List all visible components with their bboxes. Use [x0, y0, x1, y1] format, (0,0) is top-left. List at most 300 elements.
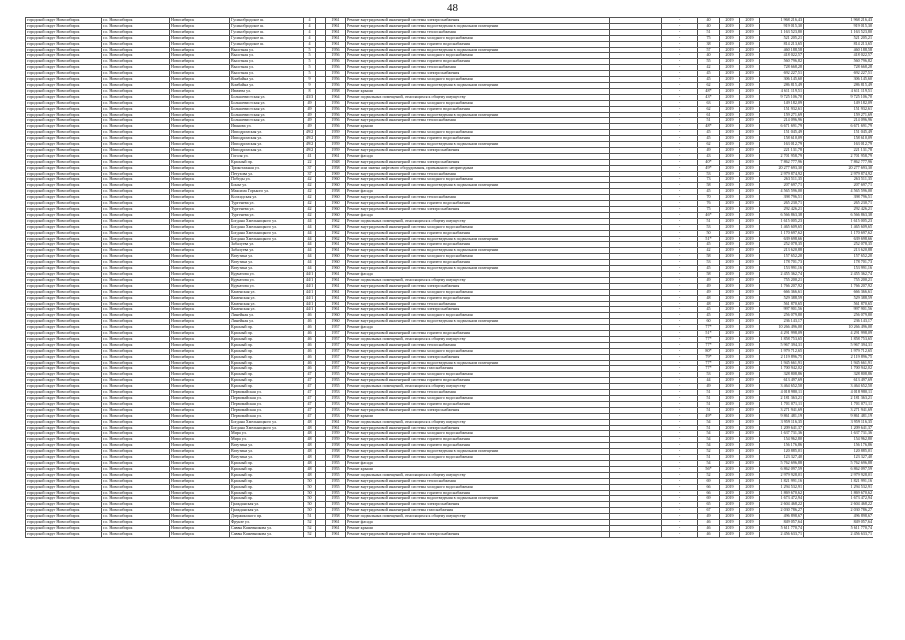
cell-house-number: 47	[304, 390, 316, 396]
cell-locality: Новосибирск	[170, 266, 230, 272]
cell-house-number: 46	[304, 354, 316, 360]
cell-municipal-district: городской округ Новосибирск	[26, 455, 102, 461]
cell-work-type: Ремонт внутридомовой инженерной системы холодного водоснабжения	[346, 254, 610, 260]
cell-work-code: -	[662, 153, 698, 159]
cell-work-type: Ремонт внутридомовой инженерной системы электроснабжения	[346, 71, 610, 77]
cell-work-type: Ремонт внутридомовой инженерной системы холодного водоснабжения	[346, 35, 610, 41]
cell-house-number: 44	[304, 260, 316, 266]
cell-municipal-district: городской округ Новосибирск	[26, 437, 102, 443]
cell-cost-fund: 755 200,21	[804, 277, 874, 283]
cell-start-year: 2019	[720, 224, 740, 230]
cell-municipal-district: городской округ Новосибирск	[26, 35, 102, 41]
cell-cost-total: 292 426,21	[760, 207, 804, 213]
cell-end-year: 2019	[740, 18, 760, 24]
cell-end-year: 2019	[740, 283, 760, 289]
cell-year-built: 1957	[326, 360, 346, 366]
cell-work-type: Ремонт внутридомовой инженерной системы горячего водоснабжения	[346, 437, 610, 443]
cell-start-year: 2019	[720, 71, 740, 77]
cell-house-number: 44	[304, 242, 316, 248]
cell-street: Большевистская ул.	[230, 118, 304, 124]
cell-house-number: 42	[304, 189, 316, 195]
cell-locality: Новосибирск	[170, 301, 230, 307]
cell-municipal-district: городской округ Новосибирск	[26, 118, 102, 124]
cell-locality: Новосибирск	[170, 136, 230, 142]
cell-work-type: Ремонт внутридомовой инженерной системы водоотведения в подвальном помещении	[346, 266, 610, 272]
cell-locality: Новосибирск	[170, 502, 230, 508]
cell-work-code: -	[662, 401, 698, 407]
cell-locality: Новосибирск	[170, 47, 230, 53]
cell-work-code: -	[662, 378, 698, 384]
cell-wear-percent: 75	[698, 35, 720, 41]
cell-street: Тургенева ул.	[230, 207, 304, 213]
cell-street: Красный пр.	[230, 472, 304, 478]
cell-municipal-district: городской округ Новосибирск	[26, 520, 102, 526]
cell-end-year: 2019	[740, 348, 760, 354]
repair-program-table	[25, 17, 873, 538]
cell-wear-percent: 45	[698, 242, 720, 248]
cell-work-type: Ремонт внутридомовой инженерной системы газоснабжения	[346, 508, 610, 514]
cell-work-type: Ремонт внутридомовой инженерной системы электроснабжения	[346, 531, 610, 537]
cell-year-built: 1961	[326, 307, 346, 313]
cell-cost-total: 755 200,21	[760, 277, 804, 283]
cell-year-built: 1956	[326, 65, 346, 71]
cell-locality: Новосибирск	[170, 384, 230, 390]
cell-start-year: 2019	[720, 212, 740, 218]
cell-year-built: 1957	[326, 354, 346, 360]
cell-wear-percent: 62	[698, 142, 720, 148]
cell-street: Красный пр.	[230, 354, 304, 360]
cell-settlement: г.о. Новосибирск	[102, 106, 170, 112]
cell-street: Саввы Кожевникова ул.	[230, 525, 304, 531]
cell-house-number: 4	[304, 41, 316, 47]
cell-cost-total: 1 821 991,16	[760, 478, 804, 484]
cell-locality: Новосибирск	[170, 319, 230, 325]
cell-house-number: 48	[304, 431, 316, 437]
cell-locality: Новосибирск	[170, 277, 230, 283]
cell-year-built: 1957	[326, 331, 346, 337]
cell-year-built: 1959	[326, 437, 346, 443]
cell-locality: Новосибирск	[170, 248, 230, 254]
cell-settlement: г.о. Новосибирск	[102, 177, 170, 183]
cell-street: Гусинобродское ш.	[230, 29, 304, 35]
cell-end-year: 2019	[740, 372, 760, 378]
cell-house-number: 46	[304, 360, 316, 366]
cell-house-number: 52	[304, 520, 316, 526]
cell-municipal-district: городской округ Новосибирск	[26, 183, 102, 189]
cell-house-number: 43/3	[304, 94, 316, 100]
cell-end-year: 2019	[740, 65, 760, 71]
cell-wear-percent: 51	[698, 118, 720, 124]
cell-cost-fund: 265 230,71	[804, 201, 874, 207]
cell-year-built: 1955	[326, 496, 346, 502]
cell-locality: Новосибирск	[170, 183, 230, 189]
cell-cost-total: 286 815,49	[760, 82, 804, 88]
cell-work-code: -	[662, 207, 698, 213]
cell-municipal-district: городской округ Новосибирск	[26, 165, 102, 171]
cell-municipal-district: городской округ Новосибирск	[26, 271, 102, 277]
cell-wear-percent: 52	[698, 449, 720, 455]
cell-wear-percent: 51	[698, 396, 720, 402]
cell-locality: Новосибирск	[170, 230, 230, 236]
cell-work-type: Ремонт внутридомовой инженерной системы водоотведения в подвальном помещении	[346, 47, 610, 53]
cell-start-year: 2019	[720, 266, 740, 272]
cell-year-built: 1955	[326, 502, 346, 508]
cell-street: Красный пр.	[230, 496, 304, 502]
cell-street: Ипподромская ул.	[230, 136, 304, 142]
cell-locality: Новосибирск	[170, 531, 230, 537]
cell-house-number: 37	[304, 165, 316, 171]
cell-wear-percent: 60	[698, 319, 720, 325]
cell-cost-fund: 328 808,86	[804, 372, 874, 378]
cell-street: Красный пр.	[230, 360, 304, 366]
cell-end-year: 2019	[740, 460, 760, 466]
cell-locality: Новосибирск	[170, 106, 230, 112]
cell-street: Каменская ул.	[230, 307, 304, 313]
cell-wear-percent: 69	[698, 496, 720, 502]
cell-street: Курчатова ул.	[230, 283, 304, 289]
cell-house-number: 48	[304, 419, 316, 425]
cell-municipal-district: городской округ Новосибирск	[26, 201, 102, 207]
cell-cost-total: 460 188,58	[760, 47, 804, 53]
cell-locality: Новосибирск	[170, 289, 230, 295]
cell-cost-total: 5 762 696,88	[760, 460, 804, 466]
cell-wear-percent: 66	[698, 484, 720, 490]
cell-start-year: 2019	[720, 384, 740, 390]
cell-cost-total: 151 045,49	[760, 130, 804, 136]
cell-municipal-district: городской округ Новосибирск	[26, 147, 102, 153]
cell-settlement: г.о. Новосибирск	[102, 271, 170, 277]
cell-year-built: 1961	[326, 271, 346, 277]
cell-start-year: 2019	[720, 112, 740, 118]
cell-start-year: 2019	[720, 390, 740, 396]
cell-cost-total: 1 700 942,02	[760, 366, 804, 372]
cell-work-code: -	[662, 413, 698, 419]
cell-work-code: -	[662, 177, 698, 183]
repair-program-table-wrap	[25, 17, 873, 623]
cell-locality: Новосибирск	[170, 224, 230, 230]
cell-wear-percent: 55	[698, 59, 720, 65]
cell-start-year: 2019	[720, 396, 740, 402]
cell-locality: Новосибирск	[170, 520, 230, 526]
cell-end-year: 2019	[740, 413, 760, 419]
cell-locality: Новосибирск	[170, 254, 230, 260]
cell-street: Ватутина ул.	[230, 254, 304, 260]
cell-start-year: 2019	[720, 153, 740, 159]
cell-end-year: 2019	[740, 520, 760, 526]
cell-end-year: 2019	[740, 431, 760, 437]
cell-start-year: 2019	[720, 407, 740, 413]
cell-house-number: 48	[304, 472, 316, 478]
cell-wear-percent: 42	[698, 65, 720, 71]
cell-wear-percent: 76	[698, 201, 720, 207]
cell-work-type: Ремонт внутридомовой инженерной системы водоотведения в подвальном помещении	[346, 112, 610, 118]
cell-end-year: 2019	[740, 360, 760, 366]
cell-end-year: 2019	[740, 277, 760, 283]
cell-locality: Новосибирск	[170, 118, 230, 124]
cell-work-code: -	[662, 313, 698, 319]
cell-work-type: Ремонт внутридомовой инженерной системы холодного водоснабжения	[346, 431, 610, 437]
cell-house-number: 48	[304, 437, 316, 443]
cell-work-type: Ремонт внутридомовой инженерной системы холодного водоснабжения	[346, 130, 610, 136]
cell-start-year: 2019	[720, 248, 740, 254]
cell-locality: Новосибирск	[170, 59, 230, 65]
cell-work-type: Ремонт внутридомовой инженерной системы электроснабжения	[346, 407, 610, 413]
cell-end-year: 2019	[740, 59, 760, 65]
cell-street: Фрунзе ул.	[230, 520, 304, 526]
cell-cost-total: 1 209 641,37	[760, 425, 804, 431]
cell-work-code: -	[662, 136, 698, 142]
cell-work-code: -	[662, 218, 698, 224]
cell-locality: Новосибирск	[170, 189, 230, 195]
cell-work-code: -	[662, 289, 698, 295]
cell-year-built: 1959	[326, 142, 346, 148]
cell-settlement: г.о. Новосибирск	[102, 520, 170, 526]
cell-work-code: -	[662, 455, 698, 461]
cell-house-number: 48	[304, 460, 316, 466]
cell-year-built: 1961	[326, 419, 346, 425]
cell-locality: Новосибирск	[170, 407, 230, 413]
cell-municipal-district: городской округ Новосибирск	[26, 478, 102, 484]
cell-cost-total: 265 230,71	[760, 201, 804, 207]
cell-work-type: Ремонт фасада	[346, 212, 610, 218]
cell-cost-total: 613 497,69	[760, 378, 804, 384]
cell-wear-percent: 40	[698, 53, 720, 59]
cell-house-number: 42	[304, 207, 316, 213]
cell-cost-fund: 2 701 958,79	[804, 153, 874, 159]
cell-municipal-district: городской округ Новосибирск	[26, 106, 102, 112]
cell-work-code: -	[662, 348, 698, 354]
cell-municipal-district: городской округ Новосибирск	[26, 88, 102, 94]
cell-settlement: г.о. Новосибирск	[102, 277, 170, 283]
cell-cost-fund: 6 862 097,59	[804, 466, 874, 472]
cell-year-built: 1961	[326, 248, 346, 254]
cell-end-year: 2019	[740, 525, 760, 531]
cell-cost-fund: 2 979 928,01	[804, 472, 874, 478]
cell-work-code: -	[662, 277, 698, 283]
cell-work-type: Ремонт внутридомовой инженерной системы теплоснабжения	[346, 118, 610, 124]
cell-settlement: г.о. Новосибирск	[102, 490, 170, 496]
cell-house-number: 50	[304, 508, 316, 514]
cell-work-type: Ремонт внутридомовой инженерной системы холодного водоснабжения	[346, 348, 610, 354]
cell-locality: Новосибирск	[170, 514, 230, 520]
cell-locality: Новосибирск	[170, 147, 230, 153]
cell-work-code: -	[662, 230, 698, 236]
cell-start-year: 2019	[720, 159, 740, 165]
cell-municipal-district: городской округ Новосибирск	[26, 378, 102, 384]
cell-cost-fund: 221 131,78	[804, 147, 874, 153]
cell-street: Гусинобродское ш.	[230, 41, 304, 47]
cell-work-code: -	[662, 531, 698, 537]
cell-wear-percent: 45	[698, 313, 720, 319]
cell-municipal-district: городской округ Новосибирск	[26, 525, 102, 531]
cell-start-year: 2019	[720, 502, 740, 508]
cell-end-year: 2019	[740, 254, 760, 260]
cell-work-type: Ремонт внутридомовой инженерной системы теплоснабжения	[346, 65, 610, 71]
cell-wear-percent: 46	[698, 525, 720, 531]
cell-cost-fund: 2 604 468,22	[804, 502, 874, 508]
cell-end-year: 2019	[740, 41, 760, 47]
cell-municipal-district: городской округ Новосибирск	[26, 514, 102, 520]
cell-wear-percent: 54	[698, 460, 720, 466]
cell-municipal-district: городской округ Новосибирск	[26, 508, 102, 514]
cell-work-code: -	[662, 520, 698, 526]
cell-end-year: 2019	[740, 401, 760, 407]
cell-locality: Новосибирск	[170, 496, 230, 502]
cell-cost-total: 157 652,20	[760, 254, 804, 260]
cell-locality: Новосибирск	[170, 490, 230, 496]
cell-cost-fund: 1 465 609,65	[804, 224, 874, 230]
cell-year-built: 1961	[326, 295, 346, 301]
cell-cost-total: 6 862 097,59	[760, 466, 804, 472]
cell-locality: Новосибирск	[170, 460, 230, 466]
cell-year-built: 1957	[326, 342, 346, 348]
cell-start-year: 2019	[720, 313, 740, 319]
cell-cost-total: 252 078,35	[760, 242, 804, 248]
cell-cost-total: 1 615 005,23	[760, 218, 804, 224]
cell-cost-fund: 4 611 119,51	[804, 88, 874, 94]
cell-work-code: -	[662, 142, 698, 148]
cell-work-type: Ремонт фасада	[346, 325, 610, 331]
cell-year-built: 1956	[326, 71, 346, 77]
cell-settlement: г.о. Новосибирск	[102, 295, 170, 301]
cell-street: Высотная ул.	[230, 71, 304, 77]
cell-work-code: -	[662, 390, 698, 396]
cell-cost-total: 2 456 633,71	[760, 531, 804, 537]
cell-settlement: г.о. Новосибирск	[102, 230, 170, 236]
cell-cost-total: 1 637 731,36	[760, 431, 804, 437]
cell-start-year: 2019	[720, 496, 740, 502]
cell-end-year: 2019	[740, 207, 760, 213]
cell-municipal-district: городской округ Новосибирск	[26, 218, 102, 224]
cell-wear-percent: 48*	[698, 88, 720, 94]
cell-locality: Новосибирск	[170, 100, 230, 106]
cell-municipal-district: городской округ Новосибирск	[26, 342, 102, 348]
cell-settlement: г.о. Новосибирск	[102, 118, 170, 124]
cell-start-year: 2019	[720, 201, 740, 207]
cell-wear-percent: 66	[698, 490, 720, 496]
cell-cost-fund: 529 388,59	[804, 295, 874, 301]
cell-start-year: 2019	[720, 366, 740, 372]
cell-wear-percent: 80*	[698, 348, 720, 354]
cell-settlement: г.о. Новосибирск	[102, 254, 170, 260]
cell-year-built: 1955	[326, 490, 346, 496]
cell-street: Тургенева ул.	[230, 212, 304, 218]
cell-cost-total: 7 862 777,96	[760, 159, 804, 165]
cell-year-built: 1961	[326, 525, 346, 531]
cell-locality: Новосибирск	[170, 124, 230, 130]
cell-work-code: -	[662, 425, 698, 431]
cell-street: Дзержинского пр.	[230, 514, 304, 520]
cell-end-year: 2019	[740, 478, 760, 484]
cell-house-number: 49/2	[304, 147, 316, 153]
cell-end-year: 2019	[740, 407, 760, 413]
cell-street: Первомайская ул.	[230, 390, 304, 396]
cell-settlement: г.о. Новосибирск	[102, 35, 170, 41]
cell-house-number: 49/2	[304, 136, 316, 142]
cell-cost-total: 3 271 941,69	[760, 407, 804, 413]
cell-end-year: 2019	[740, 378, 760, 384]
cell-year-built: 1959	[326, 136, 346, 142]
cell-settlement: г.о. Новосибирск	[102, 59, 170, 65]
cell-settlement: г.о. Новосибирск	[102, 372, 170, 378]
cell-cost-fund: 398 796,51	[804, 195, 874, 201]
cell-house-number: 47	[304, 407, 316, 413]
cell-house-number: 49	[304, 118, 316, 124]
cell-cost-total: 2 119 896,75	[760, 354, 804, 360]
cell-start-year: 2019	[720, 378, 740, 384]
cell-street: Первомайская ул.	[230, 401, 304, 407]
cell-cost-total: 1 294 532,91	[760, 484, 804, 490]
cell-year-built: 1961	[326, 242, 346, 248]
cell-work-type: Ремонт подвальных помещений, относящихся к общему имуществу	[346, 336, 610, 342]
cell-settlement: г.о. Новосибирск	[102, 354, 170, 360]
cell-settlement: г.о. Новосибирск	[102, 183, 170, 189]
cell-cost-total: 2 979 874,92	[760, 171, 804, 177]
cell-year-built: 1960	[326, 201, 346, 207]
cell-locality: Новосибирск	[170, 195, 230, 201]
cell-street: Красный пр.	[230, 159, 304, 165]
cell-locality: Новосибирск	[170, 165, 230, 171]
cell-settlement: г.о. Новосибирск	[102, 437, 170, 443]
cell-work-code: -	[662, 189, 698, 195]
cell-street: Мира ул.	[230, 431, 304, 437]
cell-work-code: -	[662, 94, 698, 100]
cell-year-built: 1957	[326, 336, 346, 342]
cell-cost-total: 4 291 998,09	[760, 331, 804, 337]
cell-cost-fund: 256 079,80	[804, 313, 874, 319]
cell-street: Ватутина ул.	[230, 449, 304, 455]
cell-settlement: г.о. Новосибирск	[102, 18, 170, 24]
cell-work-code: -	[662, 336, 698, 342]
cell-municipal-district: городской округ Новосибирск	[26, 254, 102, 260]
cell-house-number: 46	[304, 319, 316, 325]
cell-settlement: г.о. Новосибирск	[102, 77, 170, 83]
cell-locality: Новосибирск	[170, 449, 230, 455]
cell-municipal-district: городской округ Новосибирск	[26, 289, 102, 295]
cell-work-code: -	[662, 165, 698, 171]
cell-locality: Новосибирск	[170, 65, 230, 71]
cell-work-code: -	[662, 407, 698, 413]
cell-house-number: 47	[304, 378, 316, 384]
cell-cost-total: 4 018 980,11	[760, 390, 804, 396]
cell-year-built: 1956	[326, 82, 346, 88]
cell-street: Гражданская ул.	[230, 508, 304, 514]
cell-locality: Новосибирск	[170, 212, 230, 218]
cell-cost-total: 919 015,30	[760, 23, 804, 29]
cell-wear-percent: 45	[698, 189, 720, 195]
cell-locality: Новосибирск	[170, 307, 230, 313]
cell-start-year: 2019	[720, 254, 740, 260]
cell-year-built: 1955	[326, 508, 346, 514]
cell-start-year: 2019	[720, 23, 740, 29]
cell-settlement: г.о. Новосибирск	[102, 407, 170, 413]
cell-work-code: -	[662, 525, 698, 531]
cell-start-year: 2019	[720, 53, 740, 59]
cell-year-built: 1961	[326, 153, 346, 159]
cell-cost-fund: 4 291 998,09	[804, 331, 874, 337]
cell-locality: Новосибирск	[170, 390, 230, 396]
cell-work-code: -	[662, 224, 698, 230]
cell-work-type: Ремонт подвальных помещений, относящихся к общему имуществу	[346, 94, 610, 100]
cell-cost-fund: 252 078,35	[804, 242, 874, 248]
cell-settlement: г.о. Новосибирск	[102, 130, 170, 136]
cell-locality: Новосибирск	[170, 366, 230, 372]
cell-wear-percent: 53	[698, 171, 720, 177]
cell-cost-total: 1 163 523,80	[760, 29, 804, 35]
cell-work-type: Ремонт внутридомовой инженерной системы водоотведения в подвальном помещении	[346, 319, 610, 325]
cell-work-code: -	[662, 396, 698, 402]
cell-work-code: -	[662, 18, 698, 24]
